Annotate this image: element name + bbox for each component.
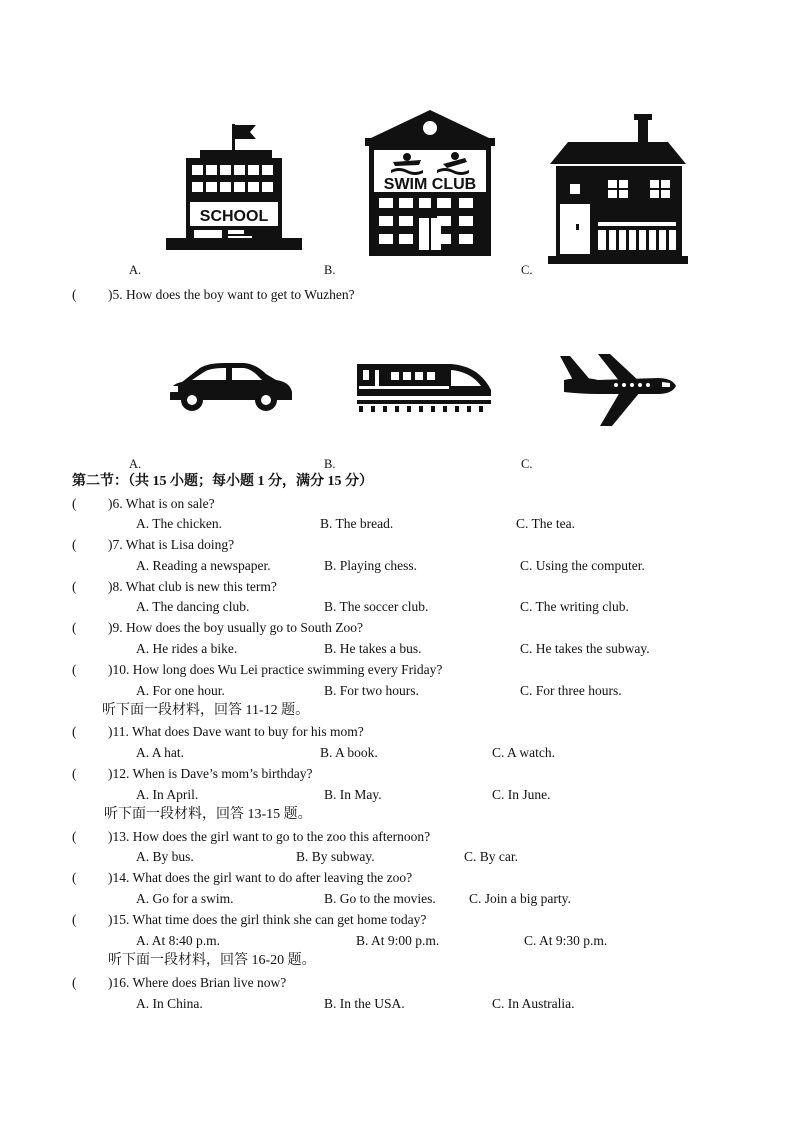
q6-question: )6. What is on sale? bbox=[108, 496, 215, 511]
q10-option-c: C. For three hours. bbox=[520, 683, 622, 698]
q4-option-b-label: B. bbox=[324, 263, 336, 277]
q9-option-c: C. He takes the subway. bbox=[520, 641, 650, 656]
q14-option-a: A. Go for a swim. bbox=[136, 891, 234, 906]
q11-option-c: C. A watch. bbox=[492, 745, 555, 760]
q11-question: )11. What does Dave want to buy for his mom? bbox=[108, 724, 364, 739]
q4-option-c-label: C. bbox=[521, 263, 533, 277]
q8-option-c: C. The writing club. bbox=[520, 599, 629, 614]
q16-answer-paren[interactable]: ( bbox=[72, 975, 77, 990]
q14-option-b: B. Go to the movies. bbox=[324, 891, 436, 906]
q10-option-b: B. For two hours. bbox=[324, 683, 419, 698]
q13-option-b: B. By subway. bbox=[296, 849, 375, 864]
swim-club-building-icon bbox=[363, 108, 497, 258]
q5-question: )5. How does the boy want to get to Wuzhen? bbox=[108, 287, 355, 302]
q6-option-a: A. The chicken. bbox=[136, 516, 222, 531]
q4-option-a-label: A. bbox=[129, 263, 142, 277]
q12-option-b: B. In May. bbox=[324, 787, 382, 802]
swim-club-sign: SWIM CLUB bbox=[383, 176, 477, 193]
q16-option-a: A. In China. bbox=[136, 996, 203, 1011]
q14-question: )14. What does the girl want to do after leaving the zoo? bbox=[108, 870, 413, 885]
school-building-icon bbox=[164, 122, 304, 254]
q10-option-a: A. For one hour. bbox=[136, 683, 225, 698]
q12-answer-paren[interactable]: ( bbox=[72, 766, 77, 781]
q6-option-c: C. The tea. bbox=[516, 516, 575, 531]
q7-option-b: B. Playing chess. bbox=[324, 558, 417, 573]
q12-option-a: A. In April. bbox=[136, 787, 199, 802]
q9-option-a: A. He rides a bike. bbox=[136, 641, 238, 656]
q9-answer-paren[interactable]: ( bbox=[72, 620, 77, 635]
listening-instruction-16-20: 听下面一段材料，回答 16-20 题。 bbox=[108, 953, 316, 968]
q13-option-a: A. By bus. bbox=[136, 849, 194, 864]
house-icon bbox=[546, 112, 690, 266]
listening-instruction-13-15: 听下面一段材料，回答 13-15 题。 bbox=[104, 807, 312, 822]
q15-option-b: B. At 9:00 p.m. bbox=[356, 933, 440, 948]
airplane-icon bbox=[558, 352, 678, 428]
q12-question: )12. When is Dave’s mom’s birthday? bbox=[108, 766, 313, 781]
q13-question: )13. How does the girl want to go to the zoo this afternoon? bbox=[108, 829, 431, 844]
q15-option-a: A. At 8:40 p.m. bbox=[136, 933, 221, 948]
q16-question: )16. Where does Brian live now? bbox=[108, 975, 287, 990]
q16-option-c: C. In Australia. bbox=[492, 996, 575, 1011]
q8-option-b: B. The soccer club. bbox=[324, 599, 429, 614]
q14-option-c: C. Join a big party. bbox=[469, 891, 571, 906]
q7-answer-paren[interactable]: ( bbox=[72, 537, 77, 552]
q7-option-c: C. Using the computer. bbox=[520, 558, 645, 573]
section-heading: 第二节：（共 15 小题；每小题 1 分，满分 15 分） bbox=[72, 474, 373, 489]
q9-option-b: B. He takes a bus. bbox=[324, 641, 422, 656]
q10-answer-paren[interactable]: ( bbox=[72, 662, 77, 677]
q10-question: )10. How long does Wu Lei practice swimming every Friday? bbox=[108, 662, 443, 677]
q5-option-b-label: B. bbox=[324, 457, 336, 471]
q6-answer-paren[interactable]: ( bbox=[72, 496, 77, 511]
q6-option-b: B. The bread. bbox=[320, 516, 394, 531]
q7-option-a: A. Reading a newspaper. bbox=[136, 558, 271, 573]
q8-question: )8. What club is new this term? bbox=[108, 579, 277, 594]
q7-question: )7. What is Lisa doing? bbox=[108, 537, 235, 552]
listening-instruction-11-12: 听下面一段材料，回答 11-12 题。 bbox=[102, 703, 310, 718]
school-sign: SCHOOL bbox=[199, 208, 269, 225]
q5-answer-paren[interactable]: ( bbox=[72, 287, 77, 302]
q15-answer-paren[interactable]: ( bbox=[72, 912, 77, 927]
car-icon bbox=[166, 360, 294, 414]
train-icon bbox=[355, 360, 495, 414]
q16-option-b: B. In the USA. bbox=[324, 996, 405, 1011]
q13-option-c: C. By car. bbox=[464, 849, 518, 864]
q5-option-c-label: C. bbox=[521, 457, 533, 471]
q15-option-c: C. At 9:30 p.m. bbox=[524, 933, 608, 948]
q8-option-a: A. The dancing club. bbox=[136, 599, 250, 614]
q11-option-b: B. A book. bbox=[320, 745, 378, 760]
q9-question: )9. How does the boy usually go to South Zoo? bbox=[108, 620, 363, 635]
q11-answer-paren[interactable]: ( bbox=[72, 724, 77, 739]
q11-option-a: A. A hat. bbox=[136, 745, 185, 760]
q14-answer-paren[interactable]: ( bbox=[72, 870, 77, 885]
q12-option-c: C. In June. bbox=[492, 787, 551, 802]
q8-answer-paren[interactable]: ( bbox=[72, 579, 77, 594]
q5-option-a-label: A. bbox=[129, 457, 142, 471]
q15-question: )15. What time does the girl think she can get home today? bbox=[108, 912, 427, 927]
q13-answer-paren[interactable]: ( bbox=[72, 829, 77, 844]
